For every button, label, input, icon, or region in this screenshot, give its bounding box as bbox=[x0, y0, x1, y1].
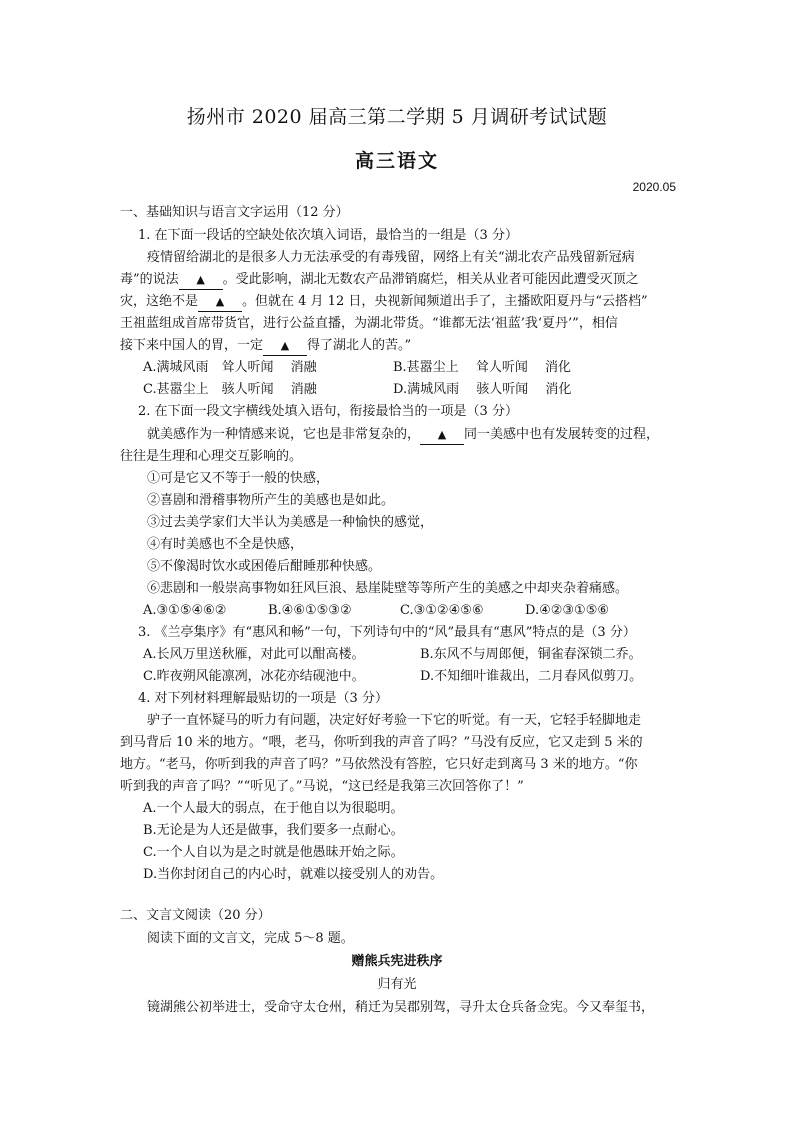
q1-stem: 1. 在下面一段话的空缺处依次填入词语，最恰当的一组是（3 分） bbox=[138, 228, 518, 243]
section1-heading: 一、基础知识与语言文字运用（12 分） bbox=[120, 205, 349, 220]
q1-option-c: C.甚嚣尘上 骇人听闻 消融 bbox=[143, 382, 317, 397]
q1-passage-line: 王祖蓝组成首席带货官，进行公益直播，为湖北带货。“谁都无法‘祖蓝’我‘夏丹’”，相信 bbox=[120, 316, 618, 331]
q4-option-a: A.一个人最大的弱点，在于他自以为很聪明。 bbox=[143, 801, 404, 816]
q2-sentence: ⑤不像渴时饮水或困倦后酣睡那种快感。 bbox=[147, 559, 382, 574]
q1-option-d: D.满城风雨 骇人听闻 消化 bbox=[393, 382, 572, 397]
q1-passage-line bbox=[120, 337, 680, 356]
text-span: 毒”的说法 bbox=[120, 272, 179, 287]
q1-option-a: A.满城风雨 耸人听闻 消融 bbox=[143, 360, 317, 375]
exam-date: 2020.05 bbox=[632, 180, 676, 194]
q3-option-a: A.长风万里送秋雁，对此可以酣高楼。 bbox=[143, 647, 365, 662]
q2-sentence: ②喜剧和滑稽事物所产生的美感也是如此。 bbox=[147, 493, 395, 508]
q2-sentence: ④有时美感也不全是快感， bbox=[147, 537, 304, 552]
q2-passage-line: 往往是生理和心理交互影响的。 bbox=[120, 449, 303, 464]
answer-blank: ▲ bbox=[420, 426, 464, 445]
q4-passage-line: 听到我的声音了吗？”“听见了。”马说，“这已经是我第三次回答你了！” bbox=[120, 779, 524, 794]
section2-intro: 阅读下面的文言文，完成 5～8 题。 bbox=[147, 931, 354, 946]
subject-title: 高三语文 bbox=[354, 150, 439, 172]
q2-sentence: ③过去美学家们大半认为美感是一种愉快的感觉， bbox=[147, 515, 434, 530]
answer-blank: ▲ bbox=[179, 271, 223, 290]
text-span: 。受此影响，湖北无数农产品滞销腐烂，相关从业者可能因此遭受灭顶之 bbox=[222, 272, 639, 287]
q2-option-a: A.③①⑤④⑥② bbox=[143, 603, 227, 618]
q4-passage-line: 驴子一直怀疑马的听力有问题，决定好好考验一下它的听觉。有一天，它轻手轻脚地走 bbox=[147, 713, 642, 728]
q1-passage-line bbox=[120, 293, 680, 312]
article-author: 归有光 bbox=[377, 977, 417, 992]
q2-passage-line bbox=[147, 426, 707, 445]
exam-title: 扬州市 2020 届高三第二学期 5 月调研考试试题 bbox=[186, 106, 608, 128]
q4-option-d: D.当你封闭自己的内心时，就难以接受别人的劝告。 bbox=[143, 867, 444, 882]
q4-option-b: B.无论是为人还是做事，我们要多一点耐心。 bbox=[143, 823, 404, 838]
q2-stem: 2. 在下面一段文字横线处填入语句，衔接最恰当的一项是（3 分） bbox=[138, 404, 518, 419]
answer-blank: ▲ bbox=[263, 337, 307, 356]
text-span: 。但就在 4 月 12 日，央视新闻频道出手了，主播欧阳夏丹与“云搭档” bbox=[242, 294, 648, 309]
q3-option-c: C.昨夜朔风能凛冽，冰花亦结砚池中。 bbox=[143, 669, 365, 684]
q1-passage-line bbox=[120, 271, 680, 290]
article-title: 赠熊兵宪进秩序 bbox=[351, 954, 443, 969]
q3-option-d: D.不知细叶谁裁出，二月春风似剪刀。 bbox=[420, 669, 643, 684]
q2-sentence: ⑥悲剧和一般崇高事物如狂风巨浪、悬崖陡壁等等所产生的美感之中却夹杂着痛感。 bbox=[147, 581, 629, 596]
q4-passage-line: 到马背后 10 米的地方。“喂，老马，你听到我的声音了吗？”马没有反应，它又走到 5 米的 bbox=[120, 735, 643, 750]
q2-option-b: B.④⑥①⑤③② bbox=[268, 603, 352, 618]
article-line: 镜湖熊公初举进士，受命守太仓州，稍迁为吴郡别驾，寻升太仓兵备佥宪。今又奉玺书， bbox=[147, 1000, 655, 1015]
section2-heading: 二、文言文阅读（20 分） bbox=[120, 908, 271, 923]
q3-stem: 3. 《兰亭集序》有“惠风和畅”一句，下列诗句中的“风”最具有“惠风”特点的是（3 分） bbox=[138, 625, 636, 640]
q4-stem: 4. 对下列材料理解最贴切的一项是（3 分） bbox=[138, 691, 388, 706]
answer-blank: ▲ bbox=[198, 293, 242, 312]
q3-option-b: B.东风不与周郎便，铜雀春深锁二乔。 bbox=[420, 647, 642, 662]
q2-option-c: C.③①②④⑤⑥ bbox=[400, 603, 484, 618]
text-span: 得了湖北人的苦。” bbox=[307, 338, 412, 353]
q4-passage-line: 地方。“老马，你听到我的声音了吗？”马依然没有答腔，它只好走到离马 3 米的地方。“你 bbox=[120, 757, 638, 772]
q4-option-c: C.一个人自以为是之时就是他愚昧开始之际。 bbox=[143, 845, 404, 860]
q2-sentence: ①可是它又不等于一般的快感， bbox=[147, 471, 330, 486]
text-span: 接下来中国人的胃，一定 bbox=[120, 338, 264, 353]
q2-option-d: D.④②③①⑤⑥ bbox=[525, 603, 610, 618]
q1-option-b: B.甚嚣尘上 耸人听闻 消化 bbox=[393, 360, 571, 375]
q1-passage-line: 疫情留给湖北的是很多人力无法承受的有毒残留，网络上有关“湖北农产品残留新冠病 bbox=[147, 250, 635, 265]
text-span: 同一美感中也有发展转变的过程， bbox=[464, 427, 660, 442]
text-span: 就美感作为一种情感来说，它也是非常复杂的， bbox=[147, 427, 421, 442]
text-span: 灾，这绝不是 bbox=[120, 294, 199, 309]
